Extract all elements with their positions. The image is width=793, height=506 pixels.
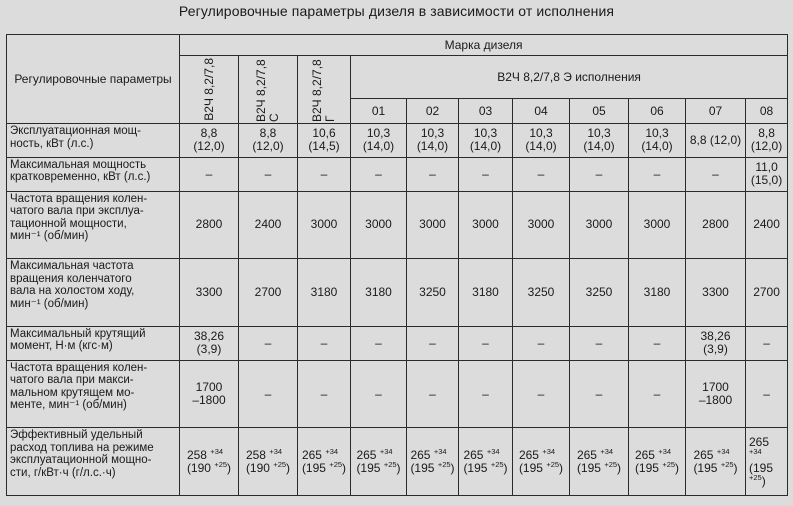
fuel-tolerance: +34 <box>600 446 614 456</box>
value-cell <box>513 191 570 259</box>
fuel-consumption-cell <box>180 428 239 496</box>
fuel-tolerance: +34 <box>325 446 339 456</box>
fuel-value: 258 <box>186 447 207 462</box>
value-line: – <box>429 386 436 401</box>
value-line: 8,8 <box>259 126 277 141</box>
value-line: – <box>537 386 545 401</box>
value-cell <box>629 259 686 327</box>
fuel-value: 265 <box>518 447 539 462</box>
value-line: 2800 <box>702 217 729 232</box>
value-line: – <box>264 335 272 350</box>
fuel-value: 265 <box>634 447 655 462</box>
value-cell <box>746 326 788 360</box>
value-cell <box>629 191 686 259</box>
value-cell <box>570 191 629 259</box>
value-line: (14,5) <box>308 139 340 154</box>
variant-header: 05 <box>570 99 629 124</box>
value-line: – <box>595 386 603 401</box>
spec-table <box>6 34 788 496</box>
value-line: 10,3 <box>529 126 553 141</box>
fuel-value-alt: (195 <box>356 460 381 475</box>
fuel-value-alt: (195 <box>518 460 543 475</box>
fuel-tolerance: +25 <box>546 459 560 469</box>
value-line: 3000 <box>419 217 446 232</box>
fuel-value-alt: (195 <box>749 460 774 475</box>
value-cell <box>513 157 570 191</box>
value-cell <box>629 326 686 360</box>
fuel-close-paren: ) <box>286 460 291 475</box>
table-body <box>7 124 788 496</box>
fuel-consumption-cell <box>459 428 513 496</box>
value-line: – <box>320 166 328 181</box>
parameter-label-line: Частота вращения колен- <box>10 361 148 374</box>
value-cell <box>513 360 570 428</box>
value-cell <box>407 259 459 327</box>
fuel-close-paren: ) <box>733 460 738 475</box>
value-line: 3250 <box>527 285 555 300</box>
table-row <box>7 157 788 191</box>
fuel-tolerance: +25 <box>437 459 451 469</box>
value-line: 2400 <box>254 217 282 232</box>
marka-header: Марка дизеля <box>180 35 788 56</box>
value-cell <box>686 259 746 327</box>
value-line: (12,0) <box>252 139 284 154</box>
parameter-label <box>7 326 180 360</box>
value-line: –1800 <box>192 393 226 407</box>
fuel-tolerance: +34 <box>542 446 556 456</box>
value-line: – <box>375 386 382 401</box>
value-cell <box>351 124 407 158</box>
value-line: – <box>712 166 719 181</box>
value-line: – <box>763 335 770 350</box>
table-row <box>7 259 788 327</box>
value-line: (14,0) <box>525 139 557 154</box>
value-cell <box>239 326 298 360</box>
parameter-label <box>7 191 180 259</box>
value-cell <box>298 326 351 360</box>
value-cell <box>239 157 298 191</box>
parameter-label <box>7 157 180 191</box>
value-line: 3000 <box>527 217 555 232</box>
value-cell <box>180 326 239 360</box>
value-cell <box>298 259 351 327</box>
value-cell <box>298 360 351 428</box>
value-cell <box>180 259 239 327</box>
value-cell <box>629 157 686 191</box>
value-cell <box>570 259 629 327</box>
variant-header: 06 <box>629 99 686 124</box>
parameter-label-line: момент, Н·м (кгс·м) <box>10 340 113 353</box>
parameter-label-line: чатого вала при макси- <box>10 374 134 387</box>
value-line: – <box>595 166 603 181</box>
value-line: – <box>320 386 328 401</box>
fuel-value-alt: (195 <box>576 460 601 475</box>
value-cell <box>570 157 629 191</box>
fuel-tolerance: +34 <box>433 446 447 456</box>
parameter-label-line: Максимальная мощность <box>10 158 147 171</box>
value-cell <box>570 360 629 428</box>
fuel-value: 265 <box>410 447 431 462</box>
value-line: – <box>482 386 489 401</box>
value-cell <box>351 326 407 360</box>
value-line: – <box>264 386 272 401</box>
value-line: – <box>320 335 328 350</box>
e-variant-group-header: В2Ч 8,2/7,8 Э исполнения <box>351 56 788 99</box>
value-line: 3000 <box>643 217 671 232</box>
value-line: 2700 <box>753 285 780 300</box>
model-label: В2Ч 8,2/7,8 С <box>254 59 281 122</box>
fuel-close-paren: ) <box>503 460 508 475</box>
fuel-tolerance: +25 <box>490 459 504 469</box>
value-line: 3180 <box>643 285 671 300</box>
value-cell <box>746 360 788 428</box>
value-cell <box>459 326 513 360</box>
value-line: 3250 <box>419 285 446 300</box>
value-line: 3180 <box>472 285 499 300</box>
fuel-consumption-cell <box>746 428 788 496</box>
value-line: – <box>653 335 661 350</box>
variant-header: 08 <box>746 99 788 124</box>
fuel-close-paren: ) <box>617 460 622 475</box>
value-cell <box>351 191 407 259</box>
value-cell <box>570 326 629 360</box>
fuel-consumption-cell <box>239 428 298 496</box>
value-cell <box>459 191 513 259</box>
value-line: (14,0) <box>469 139 502 154</box>
parameter-label-line: чатого вала при эксплуа- <box>10 205 144 218</box>
fuel-consumption-cell <box>629 428 686 496</box>
value-cell <box>686 157 746 191</box>
variant-header: 04 <box>513 99 570 124</box>
parameter-label-line: вращения коленчатого <box>10 272 132 285</box>
value-line: – <box>375 166 382 181</box>
variant-header: 03 <box>459 99 513 124</box>
parameter-label-line: мин⁻¹ (об/мин) <box>10 230 89 243</box>
parameter-label <box>7 428 180 496</box>
value-line: –1800 <box>698 393 733 407</box>
value-cell <box>298 191 351 259</box>
table-row <box>7 191 788 259</box>
value-line: – <box>375 335 382 350</box>
value-cell <box>351 360 407 428</box>
value-cell <box>513 259 570 327</box>
parameter-label-line: Эксплуатационная мощ- <box>10 125 141 137</box>
fuel-value: 265 <box>693 447 714 462</box>
value-line: 3000 <box>310 217 338 232</box>
fuel-consumption-cell <box>298 428 351 496</box>
model-header <box>239 56 298 124</box>
value-cell <box>239 124 298 158</box>
parameter-label <box>7 124 180 158</box>
fuel-value-alt: (195 <box>301 460 326 475</box>
value-cell <box>351 259 407 327</box>
value-cell <box>570 124 629 158</box>
value-line: 3180 <box>310 285 338 300</box>
value-cell <box>513 326 570 360</box>
table-title: Регулировочные параметры дизеля в зависимости от исполнения <box>178 3 615 19</box>
value-line: 1700 <box>702 380 729 394</box>
value-line: – <box>482 166 489 181</box>
value-line: 10,6 <box>312 126 336 141</box>
table-row <box>7 360 788 428</box>
fuel-consumption-cell <box>570 428 629 496</box>
value-cell <box>686 191 746 259</box>
fuel-tolerance: +34 <box>210 446 224 456</box>
parameter-label-line: Эффективный удельный <box>10 429 143 442</box>
value-cell <box>746 157 788 191</box>
value-cell <box>298 124 351 158</box>
value-line: 2800 <box>195 217 223 232</box>
value-line: 8,8 <box>200 126 218 141</box>
value-line: 10,3 <box>420 126 445 141</box>
value-cell <box>459 259 513 327</box>
value-line: – <box>482 335 489 350</box>
fuel-tolerance: +34 <box>749 446 762 456</box>
value-line: 11,0 <box>755 160 778 175</box>
value-line: 3300 <box>702 285 729 300</box>
value-line: (3,9) <box>703 342 728 357</box>
value-line: – <box>429 335 436 350</box>
value-cell <box>459 157 513 191</box>
parameter-label-line: мин⁻¹ (об/мин) <box>10 297 89 310</box>
fuel-tolerance: +34 <box>716 446 730 456</box>
value-line: – <box>537 166 545 181</box>
value-line: (15,0) <box>750 173 783 188</box>
value-cell <box>459 360 513 428</box>
value-line: – <box>264 166 272 181</box>
value-cell <box>407 360 459 428</box>
fuel-value: 265 <box>301 447 322 462</box>
value-line: (3,9) <box>196 342 222 357</box>
value-line: (14,0) <box>583 139 615 154</box>
fuel-tolerance: +25 <box>329 459 343 469</box>
value-line: 3300 <box>195 285 223 300</box>
value-line: 38,26 <box>193 329 225 344</box>
value-line: – <box>653 386 661 401</box>
table-row <box>7 326 788 360</box>
fuel-close-paren: ) <box>675 460 680 475</box>
variant-header: 07 <box>686 99 746 124</box>
fuel-close-paren: ) <box>450 460 455 475</box>
parameter-label-line: расход топлива на режиме <box>10 441 154 454</box>
parameter-label-line: кратковременно, кВт (л.с.) <box>10 171 151 184</box>
fuel-close-paren: ) <box>396 460 401 475</box>
value-cell <box>746 124 788 158</box>
fuel-tolerance: +25 <box>273 459 287 469</box>
value-cell <box>513 124 570 158</box>
parameter-label-line: менте, мин⁻¹ (об/мин) <box>10 399 127 412</box>
value-cell <box>239 360 298 428</box>
value-cell <box>351 157 407 191</box>
value-line: – <box>653 166 661 181</box>
parameter-label-line: сти, г/кВт·ч (г/л.с.·ч) <box>10 466 116 479</box>
value-cell <box>180 360 239 428</box>
value-line: (14,0) <box>362 139 395 154</box>
value-line: – <box>763 386 770 401</box>
value-line: 10,3 <box>645 126 669 141</box>
fuel-consumption-cell <box>513 428 570 496</box>
fuel-consumption-cell <box>686 428 746 496</box>
value-line: 38,26 <box>700 329 731 344</box>
fuel-value-alt: (195 <box>693 460 718 475</box>
value-line: 1700 <box>195 380 223 394</box>
value-cell <box>629 124 686 158</box>
parameter-label-line: Максимальная частота <box>10 260 134 273</box>
fuel-close-paren: ) <box>342 460 347 475</box>
value-cell <box>746 191 788 259</box>
fuel-close-paren: ) <box>559 460 564 475</box>
fuel-close-paren: ) <box>227 460 232 475</box>
parameter-label-line: эксплуатационной мощно- <box>10 454 152 467</box>
parameter-label <box>7 259 180 327</box>
fuel-tolerance: +25 <box>720 459 734 469</box>
value-cell <box>298 157 351 191</box>
fuel-value-alt: (195 <box>463 460 488 475</box>
fuel-value: 265 <box>576 447 597 462</box>
value-line: 10,3 <box>473 126 498 141</box>
parameter-label <box>7 360 180 428</box>
value-cell <box>180 124 239 158</box>
fuel-tolerance: +25 <box>749 472 762 482</box>
fuel-consumption-cell <box>407 428 459 496</box>
fuel-tolerance: +34 <box>486 446 500 456</box>
value-cell <box>239 191 298 259</box>
fuel-value-alt: (195 <box>634 460 659 475</box>
value-cell <box>180 191 239 259</box>
value-line: 3000 <box>472 217 499 232</box>
value-cell <box>407 191 459 259</box>
value-cell <box>629 360 686 428</box>
fuel-value: 265 <box>356 447 377 462</box>
fuel-tolerance: +25 <box>662 459 676 469</box>
parameter-label-line: Максимальный крутящий <box>10 327 146 340</box>
value-cell <box>407 157 459 191</box>
param-column-header: Регулировочные параметры <box>7 35 180 124</box>
fuel-consumption-cell <box>351 428 407 496</box>
value-line: (14,0) <box>416 139 449 154</box>
parameter-label-line: Частота вращения колен- <box>10 192 148 205</box>
table-row <box>7 428 788 496</box>
fuel-tolerance: +25 <box>383 459 397 469</box>
fuel-value: 265 <box>463 447 484 462</box>
fuel-tolerance: +25 <box>214 459 228 469</box>
variant-header: 02 <box>407 99 459 124</box>
value-line: – <box>537 335 545 350</box>
fuel-tolerance: +34 <box>269 446 283 456</box>
value-line: 3000 <box>365 217 392 232</box>
fuel-tolerance: +34 <box>379 446 393 456</box>
value-cell <box>746 259 788 327</box>
model-header <box>298 56 351 124</box>
value-line: 8,8 (12,0) <box>689 132 742 147</box>
value-line: 8,8 <box>758 126 775 141</box>
variant-header: 01 <box>351 99 407 124</box>
parameter-label-line: вала на холостом ходу, <box>10 285 135 298</box>
parameter-label-line: ность, кВт (л.с.) <box>10 137 94 150</box>
value-line: 10,3 <box>587 126 611 141</box>
parameter-label-line: тационной мощности, <box>10 217 127 230</box>
parameter-label-line: мальном крутящем мо- <box>10 386 135 399</box>
value-line: 2400 <box>753 217 780 232</box>
value-cell <box>459 124 513 158</box>
value-line: 3250 <box>585 285 613 300</box>
value-line: (12,0) <box>193 139 225 154</box>
value-cell <box>686 360 746 428</box>
fuel-value-alt: (190 <box>186 460 211 475</box>
value-line: (12,0) <box>750 139 783 154</box>
model-label: В2Ч 8,2/7,8 <box>201 58 216 121</box>
value-line: 3180 <box>365 285 392 300</box>
fuel-tolerance: +25 <box>604 459 618 469</box>
fuel-value: 258 <box>245 447 266 462</box>
fuel-value: 265 <box>749 434 770 449</box>
value-line: 2700 <box>254 285 282 300</box>
value-cell <box>407 326 459 360</box>
fuel-tolerance: +34 <box>658 446 672 456</box>
fuel-value-alt: (190 <box>245 460 270 475</box>
value-cell <box>686 124 746 158</box>
value-line: – <box>429 166 436 181</box>
table-row <box>7 124 788 158</box>
value-line: 10,3 <box>366 126 391 141</box>
model-header <box>180 56 239 124</box>
fuel-value-alt: (195 <box>410 460 435 475</box>
value-cell <box>180 157 239 191</box>
value-line: – <box>205 166 213 181</box>
value-line: (14,0) <box>641 139 673 154</box>
value-line: – <box>595 335 603 350</box>
model-label: В2Ч 8,2/7,8 Г <box>310 59 337 122</box>
value-cell <box>239 259 298 327</box>
fuel-close-paren: ) <box>761 473 766 488</box>
value-line: 3000 <box>585 217 613 232</box>
value-cell <box>407 124 459 158</box>
value-cell <box>686 326 746 360</box>
